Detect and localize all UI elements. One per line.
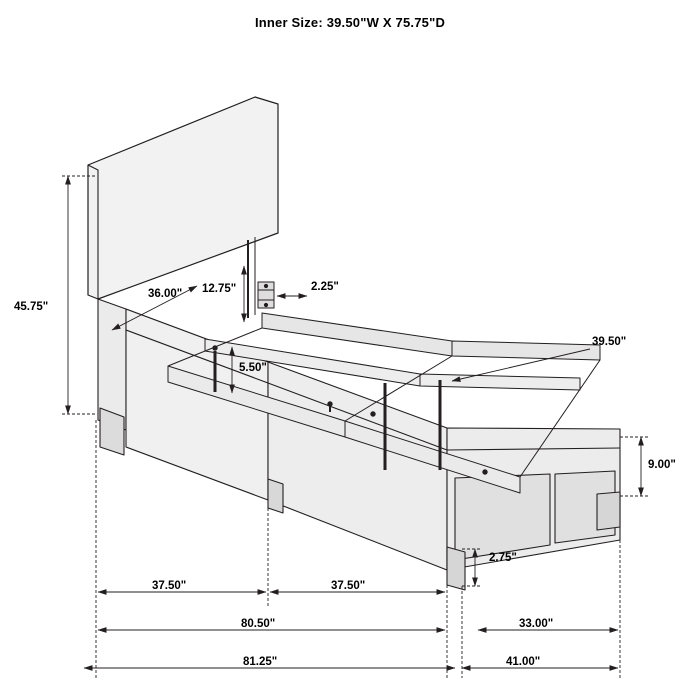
dim-label-right-span: 37.50"	[331, 580, 366, 592]
dim-label-left-span: 37.50"	[152, 580, 187, 592]
dim-label-footboard-depth: 33.00"	[519, 618, 554, 630]
dim-label-overall-length: 81.25"	[243, 656, 278, 668]
dim-label-inner-length: 80.50"	[241, 618, 276, 630]
dim-label-headboard-height: 36.00"	[148, 288, 183, 300]
side-rail-right	[268, 362, 447, 570]
mounting-bracket	[258, 282, 274, 308]
head-post	[98, 299, 126, 455]
headboard	[88, 97, 278, 299]
page-title: Inner Size: 39.50"W X 75.75"D	[254, 15, 446, 30]
headboard-post	[248, 237, 255, 318]
dim-label-leg-height: 2.75"	[489, 552, 517, 564]
dim-label-deck-height: 9.00"	[648, 459, 676, 471]
dim-label-slat-support-height: 5.50"	[239, 362, 267, 374]
dim-label-bracket-width: 2.25"	[311, 281, 339, 293]
dim-label-rail-to-slat: 12.75"	[202, 283, 237, 295]
dim-label-overall-depth: 41.00"	[506, 656, 541, 668]
dim-label-inner-width: 39.50"	[592, 336, 627, 348]
dim-deck-height	[620, 437, 648, 496]
dim-label-overall-height: 45.75"	[14, 301, 49, 313]
